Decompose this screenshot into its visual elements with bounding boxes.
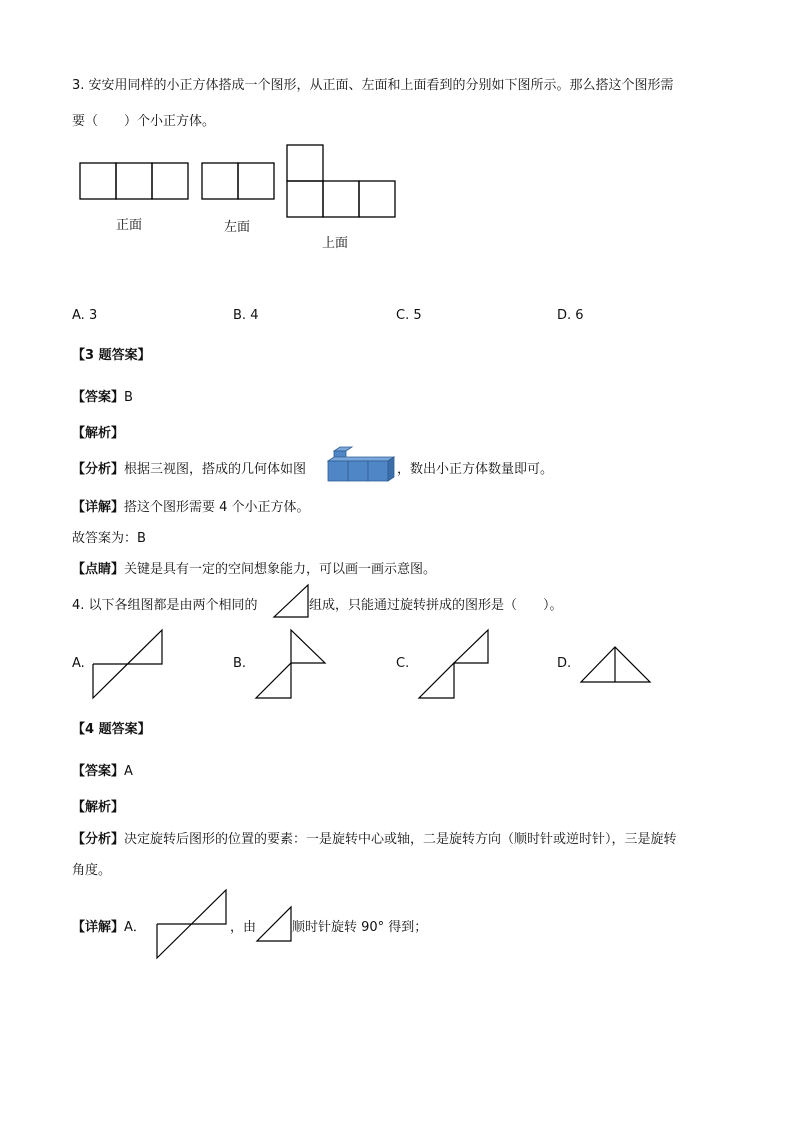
front-view-square [80,163,116,199]
top-view-square [287,145,323,181]
q3-answer-header: 【3 题答案】 [72,348,151,363]
q4-option-d-figure [580,646,652,684]
q3-stem-line1: 3. 安安用同样的小正方体搭成一个图形，从正面、左面和上面看到的分别如下图所示。那么搭这个图形需 [72,78,674,93]
q4-option-b-label[interactable]: B. [233,656,247,671]
q3-analysis-header: 【解析】 [72,426,125,441]
q4-analysis-header: 【解析】 [72,800,125,815]
q3-front-label: 正面 [116,218,143,233]
q3-left-label: 左面 [224,220,251,235]
q4-option-a-figure [92,629,164,699]
q3-option-d[interactable]: D. 6 [557,308,584,323]
q4-answer-line: 【答案】A [72,764,133,779]
q4-xiangjie-end: 顺时针旋转 90° 得到； [292,920,428,935]
q3-option-a[interactable]: A. 3 [72,308,98,323]
q4-xiangjie-mid: ，由 [230,920,257,935]
top-view-square [359,181,395,217]
q3-option-b[interactable]: B. 4 [233,308,259,323]
q3-cube-solid-image [328,447,394,483]
q3-xiangjie-line: 【详解】搭这个图形需要 4 个小正方体。 [72,500,310,515]
q3-front-view-diagram [79,162,189,200]
front-view-square [116,163,152,199]
q3-left-view-diagram [201,162,276,200]
q4-fenxi-line2: 角度。 [72,863,112,878]
q4-triangle-inline-icon [273,584,309,618]
q4-option-b-figure [255,629,327,699]
q3-top-view-diagram [286,144,396,218]
q4-option-a-label[interactable]: A. [72,656,85,671]
left-view-square [238,163,274,199]
q4-xiangjie-figure-a [156,889,228,959]
left-view-square [202,163,238,199]
q3-final-answer: 故答案为：B [72,531,146,546]
q3-top-label: 上面 [322,236,349,251]
top-view-square [323,181,359,217]
q3-stem-line2: 要（ ）个小正方体。 [72,114,216,129]
q4-option-c-figure [418,629,490,699]
q4-stem-part1: 4. 以下各组图都是由两个相同的 [72,598,258,613]
top-view-square [287,181,323,217]
q4-fenxi-line1: 【分析】决定旋转后图形的位置的要素：一是旋转中心或轴，二是旋转方向（顺时针或逆时针），三是旋转 [72,832,677,847]
q3-answer-line: 【答案】B [72,390,133,405]
q4-stem-part2: 组成，只能通过旋转拼成的图形是（ ）。 [309,598,563,613]
q4-option-c-label[interactable]: C. [396,656,410,671]
q3-option-c[interactable]: C. 5 [396,308,422,323]
q3-fenxi-continue: ，数出小正方体数量即可。 [397,462,554,477]
q3-dianjing-line: 【点睛】关键是具有一定的空间想象能力，可以画一画示意图。 [72,562,437,577]
front-view-square [152,163,188,199]
q3-fenxi-line: 【分析】根据三视图，搭成的几何体如图 [72,462,307,477]
q4-xiangjie-triangle-icon [256,906,292,942]
q4-xiangjie-line: 【详解】A． [72,920,146,935]
q4-answer-header: 【4 题答案】 [72,722,151,737]
q4-option-d-label[interactable]: D. [557,656,572,671]
